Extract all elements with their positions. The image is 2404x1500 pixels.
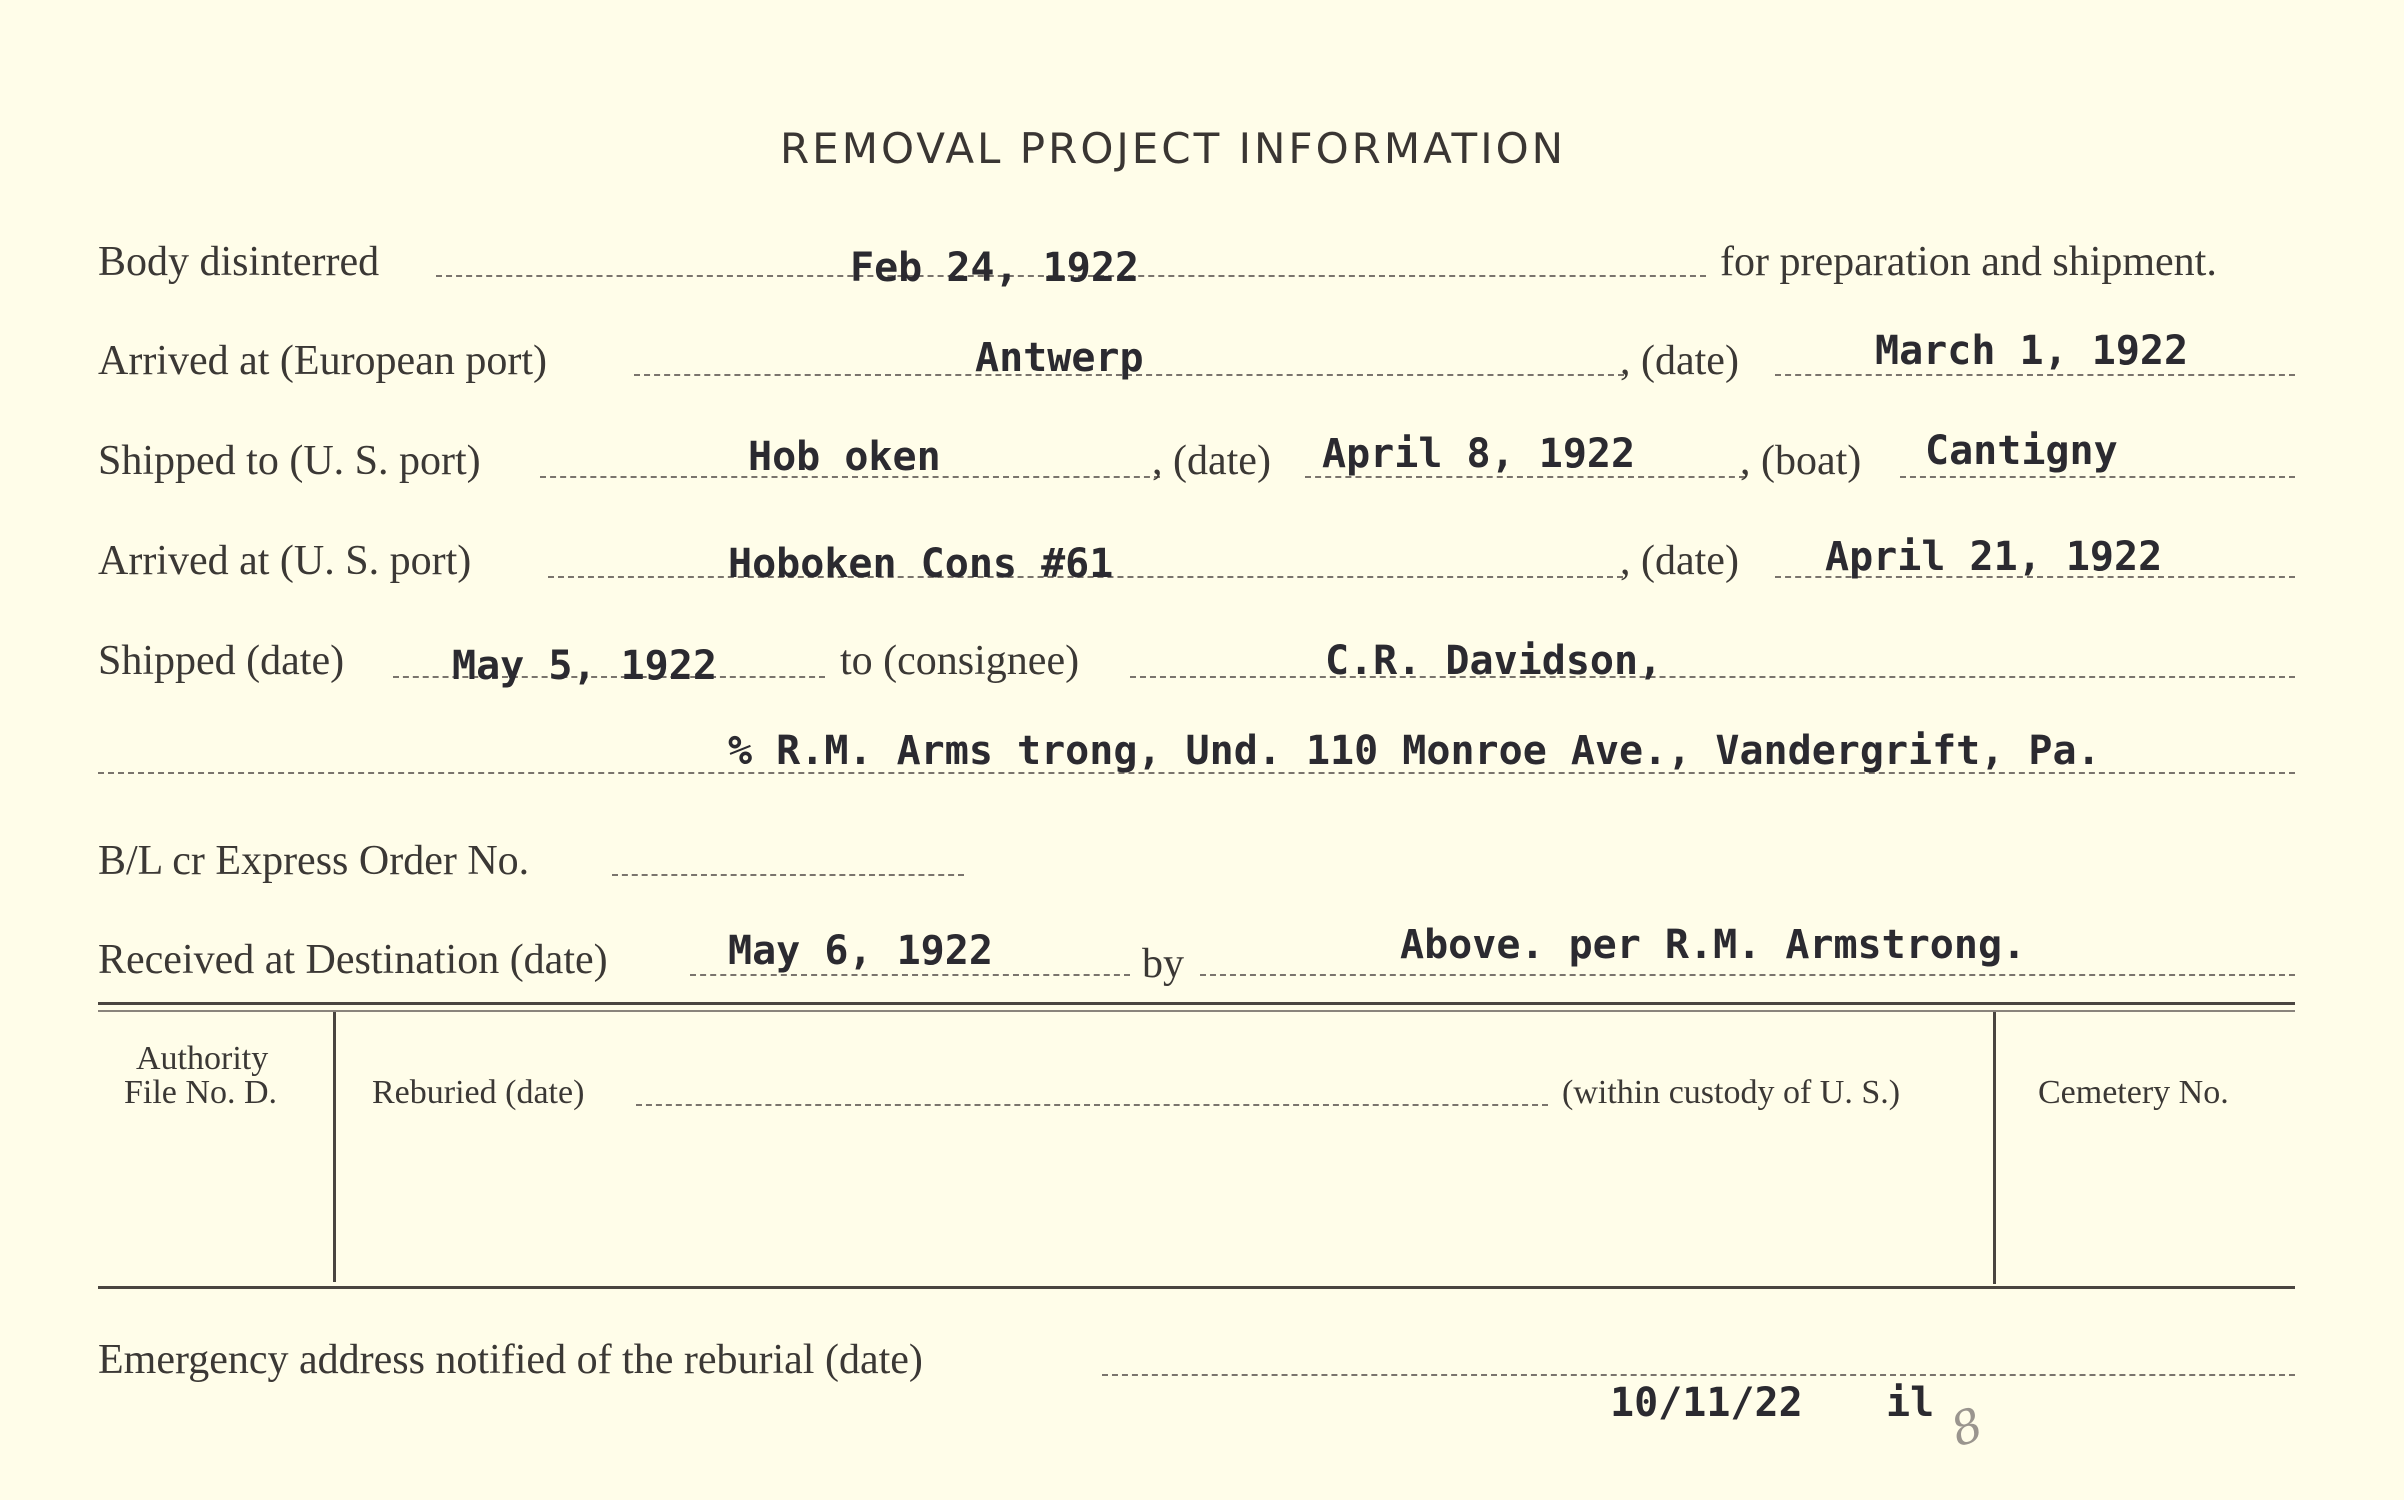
by-label: by <box>1142 941 1184 987</box>
consignee-label: to (consignee) <box>840 638 1080 684</box>
shipped-us-date-value: April 8, 1922 <box>1322 431 1636 477</box>
preparation-suffix-label: for preparation and shipment. <box>1720 239 2217 285</box>
boat-value: Cantigny <box>1925 428 2118 474</box>
european-port-value: Antwerp <box>975 335 1144 381</box>
bl-order-label: B/L cr Express Order No. <box>98 838 530 884</box>
field-line <box>1775 374 2295 376</box>
field-line <box>1102 1374 2295 1376</box>
arrived-us-port-value: Hoboken Cons #61 <box>728 541 1114 587</box>
field-line <box>612 874 964 876</box>
file-no-label: File No. D. <box>124 1074 277 1111</box>
arrived-us-date-label: , (date) <box>1620 538 1739 584</box>
field-line <box>690 974 1130 976</box>
arrived-european-port-label: Arrived at (European port) <box>98 338 547 384</box>
shipped-date-label: Shipped (date) <box>98 638 345 684</box>
us-port-value: Hob oken <box>748 434 941 480</box>
emergency-date-value: 10/11/22 <box>1610 1380 1803 1426</box>
card-title: REMOVAL PROJECT INFORMATION <box>780 124 1567 173</box>
handwritten-mark: 8 <box>1943 1396 1990 1458</box>
field-line <box>1130 676 2295 678</box>
table-top-rule-inner <box>98 1010 2295 1012</box>
authority-label: Authority <box>136 1040 269 1077</box>
field-line <box>1200 974 2295 976</box>
arrived-us-port-label: Arrived at (U. S. port) <box>98 538 472 584</box>
address-value: % R.M. Arms trong, Und. 110 Monroe Ave., Vandergrift, Pa. <box>728 728 2101 774</box>
boat-label: , (boat) <box>1740 438 1862 484</box>
received-date-value: May 6, 1922 <box>728 928 993 974</box>
emergency-address-label: Emergency address notified of the reburial (date) <box>98 1337 923 1383</box>
initials-value: il <box>1886 1380 1935 1426</box>
shipped-us-date-label: , (date) <box>1152 438 1271 484</box>
arrived-eu-date-value: March 1, 1922 <box>1875 328 2189 374</box>
cemetery-no-label: Cemetery No. <box>2038 1074 2229 1111</box>
arrived-eu-date-label: , (date) <box>1620 338 1739 384</box>
shipped-date-value: May 5, 1922 <box>452 643 717 689</box>
consignee-value: C.R. Davidson, <box>1325 638 1663 684</box>
table-divider-left <box>333 1012 336 1282</box>
disinterred-date-value: Feb 24, 1922 <box>850 245 1139 291</box>
reburied-date-label: Reburied (date) <box>372 1074 585 1111</box>
table-divider-right <box>1993 1012 1996 1284</box>
received-destination-label: Received at Destination (date) <box>98 937 608 983</box>
table-top-rule <box>98 1002 2295 1005</box>
arrived-us-date-value: April 21, 1922 <box>1825 534 2163 580</box>
shipped-us-port-label: Shipped to (U. S. port) <box>98 438 481 484</box>
table-bottom-rule <box>98 1286 2295 1289</box>
field-line <box>1900 476 2295 478</box>
received-by-value: Above. per R.M. Armstrong. <box>1400 922 2027 968</box>
body-disinterred-label: Body disinterred <box>98 239 380 285</box>
custody-label: (within custody of U. S.) <box>1562 1074 1901 1111</box>
field-line <box>636 1104 1548 1106</box>
